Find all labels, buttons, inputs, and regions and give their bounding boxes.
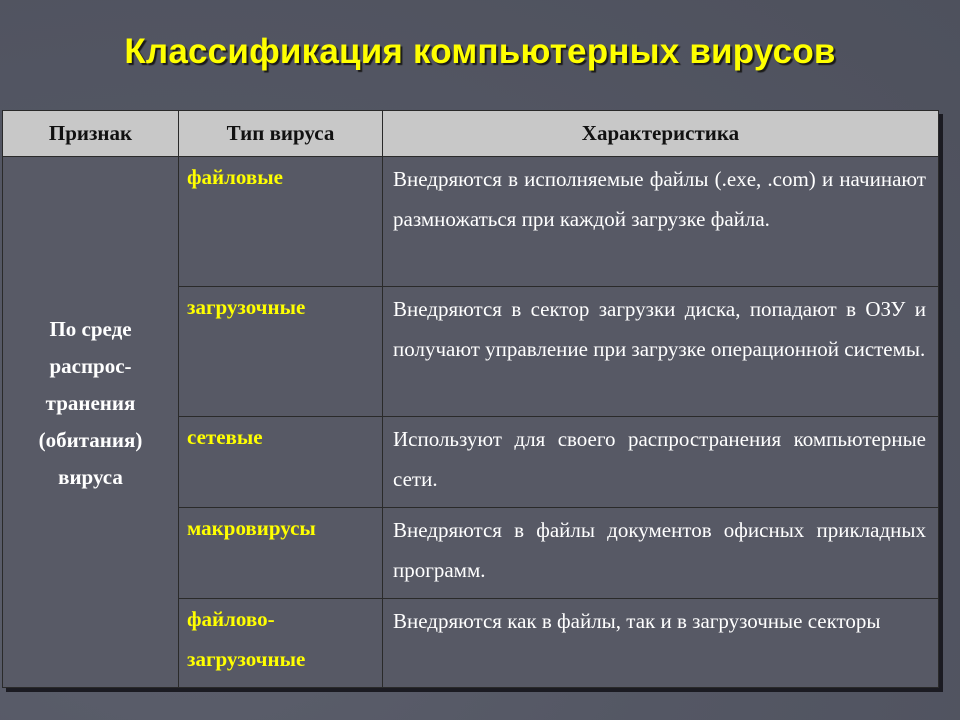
header-description: Характеристика [383, 111, 939, 157]
virus-type-cell [179, 508, 383, 599]
virus-type-line: файлово- [187, 607, 275, 631]
description-cell: Используют для своего распространения компьютерные сети. [383, 417, 939, 508]
sign-line: (обитания) [38, 427, 143, 452]
virus-type-cell [179, 417, 383, 508]
header-type: Тип вируса [179, 111, 383, 157]
sign-line: По среде [49, 316, 132, 341]
virus-classification-table [2, 110, 939, 688]
virus-type-line: файловые [187, 165, 283, 189]
description-cell: Внедряются в сектор загрузки диска, попадают в ОЗУ и получают управление при загрузке операционной системы. [383, 287, 939, 417]
description-cell: Внедряются в исполняемые файлы (.exe, .com) и начинают размножаться при каждой загрузке файла. [383, 157, 939, 287]
sign-line: транения [45, 390, 136, 415]
table-row [3, 157, 939, 287]
slide-title: Классификация компьютерных вирусов [124, 32, 836, 71]
sign-line: распрос- [49, 353, 132, 378]
description-cell: Внедряются в файлы документов офисных прикладных программ. [383, 508, 939, 599]
virus-type-cell [179, 599, 383, 688]
virus-type-line: загрузочные [187, 647, 306, 671]
sign-line: вируса [58, 464, 123, 489]
virus-type-line: загрузочные [187, 295, 306, 319]
virus-type-cell [179, 287, 383, 417]
virus-type-line: макровирусы [187, 516, 316, 540]
description-cell: Внедряются как в файлы, так и в загрузочные секторы [383, 599, 939, 688]
table-header-row [3, 111, 939, 157]
sign-cell [3, 157, 179, 688]
header-sign: Признак [3, 111, 179, 157]
virus-type-cell [179, 157, 383, 287]
virus-type-line: сетевые [187, 425, 263, 449]
